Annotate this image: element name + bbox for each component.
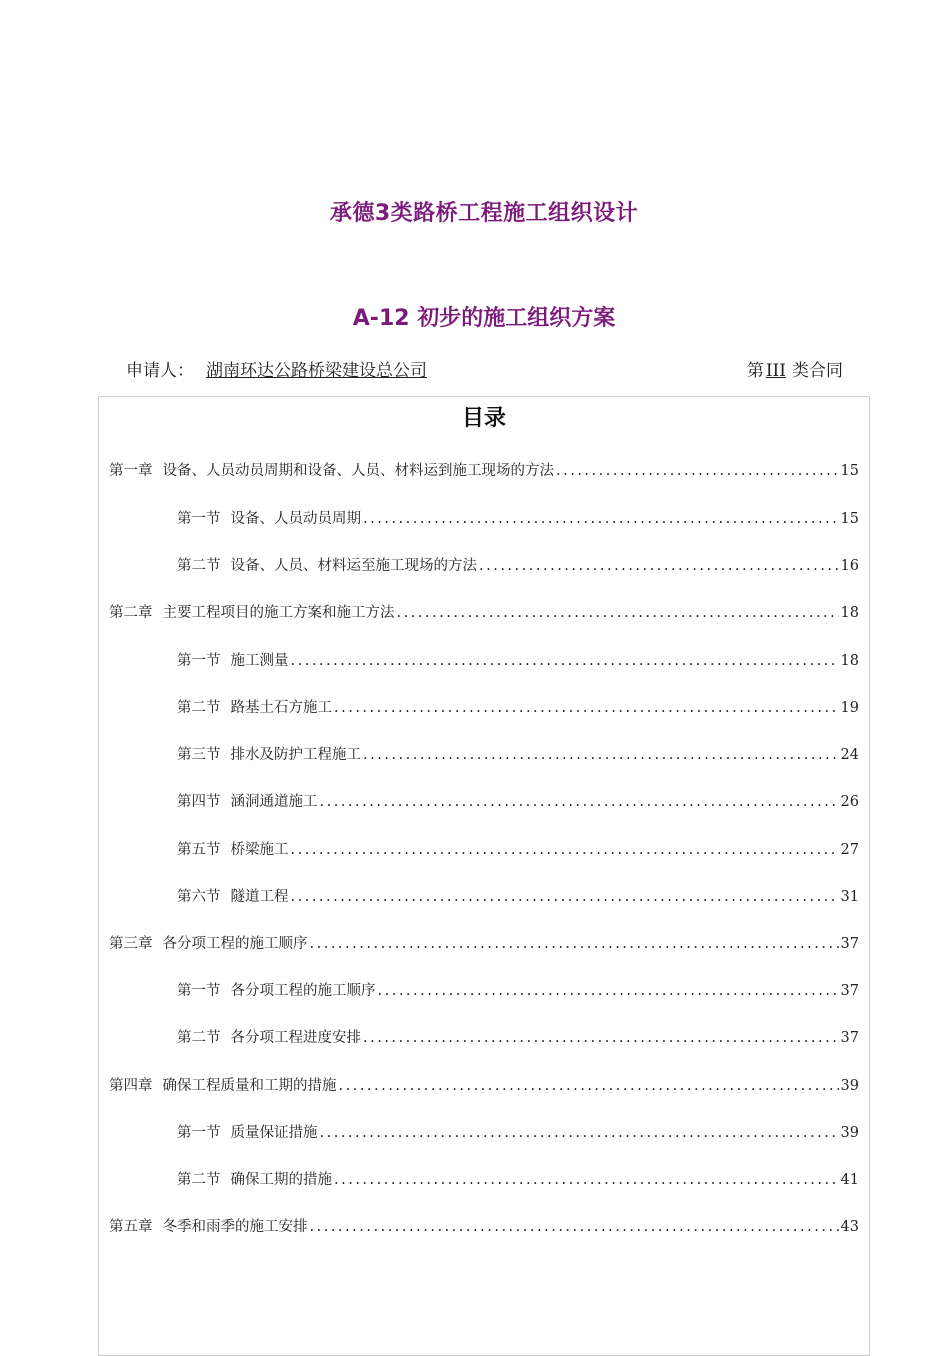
toc-entry-page: 18: [840, 653, 859, 669]
toc-section-entry[interactable]: [177, 743, 859, 764]
document-subtitle: A-12 初步的施工组织方案: [352, 306, 616, 331]
toc-section-entry[interactable]: [177, 649, 859, 670]
contract-type: III: [765, 361, 786, 381]
toc-chapter-entry[interactable]: [109, 601, 859, 622]
toc-entry-title: 确保工程质量和工期的措施: [162, 1078, 337, 1094]
toc-leader-dots: [310, 1219, 839, 1235]
toc-leader-dots: [363, 511, 839, 527]
toc-section-entry[interactable]: [177, 1168, 859, 1189]
toc-entry-page: 24: [840, 747, 859, 763]
toc-section-entry[interactable]: [177, 979, 859, 1000]
toc-entry-page: 26: [840, 794, 859, 810]
toc-entry-number: 第四章: [109, 1078, 153, 1094]
toc-entry-number: 第五章: [109, 1219, 153, 1235]
toc-entry-title: 各分项工程进度安排: [230, 1030, 361, 1046]
contract-prefix: 第: [746, 361, 764, 381]
toc-entry-title: 路基土石方施工: [230, 700, 332, 716]
toc-entry-title: 桥梁施工: [230, 842, 289, 858]
toc-section-entry[interactable]: [177, 696, 859, 717]
toc-entry-page: 37: [840, 1030, 859, 1046]
applicant-info: [126, 356, 431, 381]
toc-entry-number: 第二章: [109, 605, 153, 621]
toc-entry-number: 第五节: [177, 842, 221, 858]
toc-entry-title: 质量保证措施: [230, 1125, 318, 1141]
applicant-row: [126, 356, 843, 381]
toc-section-entry[interactable]: [177, 790, 859, 811]
toc-section-entry[interactable]: [177, 885, 859, 906]
document-title: 承德3类路桥工程施工组织设计: [329, 201, 639, 226]
toc-entry-page: 31: [840, 889, 859, 905]
contract-suffix: 类合同: [792, 361, 843, 381]
toc-entry-page: 18: [840, 605, 859, 621]
toc-leader-dots: [334, 1172, 839, 1188]
toc-leader-dots: [310, 936, 839, 952]
toc-entry-number: 第三章: [109, 936, 153, 952]
toc-leader-dots: [479, 558, 839, 574]
toc-chapter-entry[interactable]: [109, 459, 859, 480]
toc-chapter-entry[interactable]: [109, 932, 859, 953]
toc-entry-title: 各分项工程的施工顺序: [162, 936, 308, 952]
toc-section-entry[interactable]: [177, 1026, 859, 1047]
toc-entry-page: 41: [840, 1172, 859, 1188]
toc-leader-dots: [339, 1078, 839, 1094]
toc-entry-number: 第一节: [177, 1125, 221, 1141]
toc-leader-dots: [291, 842, 839, 858]
toc-entry-number: 第四节: [177, 794, 221, 810]
toc-entry-number: 第二节: [177, 700, 221, 716]
toc-entry-title: 排水及防护工程施工: [230, 747, 361, 763]
toc-entry-title: 隧道工程: [230, 889, 289, 905]
toc-entry-page: 19: [840, 700, 859, 716]
toc-entry-page: 39: [840, 1125, 859, 1141]
toc-leader-dots: [320, 1125, 839, 1141]
toc-leader-dots: [556, 463, 839, 479]
contract-info: [747, 356, 843, 381]
toc-entry-number: 第二节: [177, 1172, 221, 1188]
toc-entry-title: 设备、人员动员周期和设备、人员、材料运到施工现场的方法: [162, 463, 554, 479]
toc-entry-page: 15: [840, 463, 859, 479]
toc-entry-title: 施工测量: [230, 653, 289, 669]
toc-section-entry[interactable]: [177, 838, 859, 859]
toc-leader-dots: [291, 889, 839, 905]
toc-entry-number: 第一节: [177, 511, 221, 527]
toc-entry-page: 16: [840, 558, 859, 574]
toc-entry-title: 设备、人员、材料运至施工现场的方法: [230, 558, 477, 574]
toc-entry-title: 涵洞通道施工: [230, 794, 318, 810]
toc-leader-dots: [334, 700, 839, 716]
toc-entry-number: 第三节: [177, 747, 221, 763]
toc-entry-title: 主要工程项目的施工方案和施工方法: [162, 605, 395, 621]
toc-entry-number: 第一节: [177, 653, 221, 669]
toc-chapter-entry[interactable]: [109, 1074, 859, 1095]
toc-leader-dots: [397, 605, 839, 621]
toc-entry-number: 第一节: [177, 983, 221, 999]
toc-entry-title: 各分项工程的施工顺序: [230, 983, 376, 999]
toc-leader-dots: [378, 983, 839, 999]
toc-entry-page: 39: [840, 1078, 859, 1094]
toc-entry-number: 第六节: [177, 889, 221, 905]
toc-entry-page: 27: [840, 842, 859, 858]
toc-section-entry[interactable]: [177, 507, 859, 528]
toc-entry-page: 15: [840, 511, 859, 527]
applicant-name: 湖南环达公路桥梁建设总公司: [206, 361, 427, 381]
toc-entry-page: 43: [840, 1219, 859, 1235]
toc-heading: 目录: [461, 406, 506, 431]
toc-section-entry[interactable]: [177, 1121, 859, 1142]
table-of-contents: [98, 396, 870, 1356]
toc-entry-page: 37: [840, 936, 859, 952]
toc-entry-title: 冬季和雨季的施工安排: [162, 1219, 308, 1235]
toc-entry-page: 37: [840, 983, 859, 999]
toc-entry-title: 设备、人员动员周期: [230, 511, 361, 527]
toc-entry-number: 第一章: [109, 463, 153, 479]
toc-chapter-entry[interactable]: [109, 1215, 859, 1236]
toc-leader-dots: [291, 653, 839, 669]
toc-entry-title: 确保工期的措施: [230, 1172, 332, 1188]
toc-entry-number: 第二节: [177, 558, 221, 574]
toc-leader-dots: [363, 747, 839, 763]
toc-leader-dots: [320, 794, 839, 810]
toc-leader-dots: [363, 1030, 839, 1046]
toc-entry-number: 第二节: [177, 1030, 221, 1046]
toc-section-entry[interactable]: [177, 554, 859, 575]
applicant-label: 申请人：: [126, 361, 194, 381]
